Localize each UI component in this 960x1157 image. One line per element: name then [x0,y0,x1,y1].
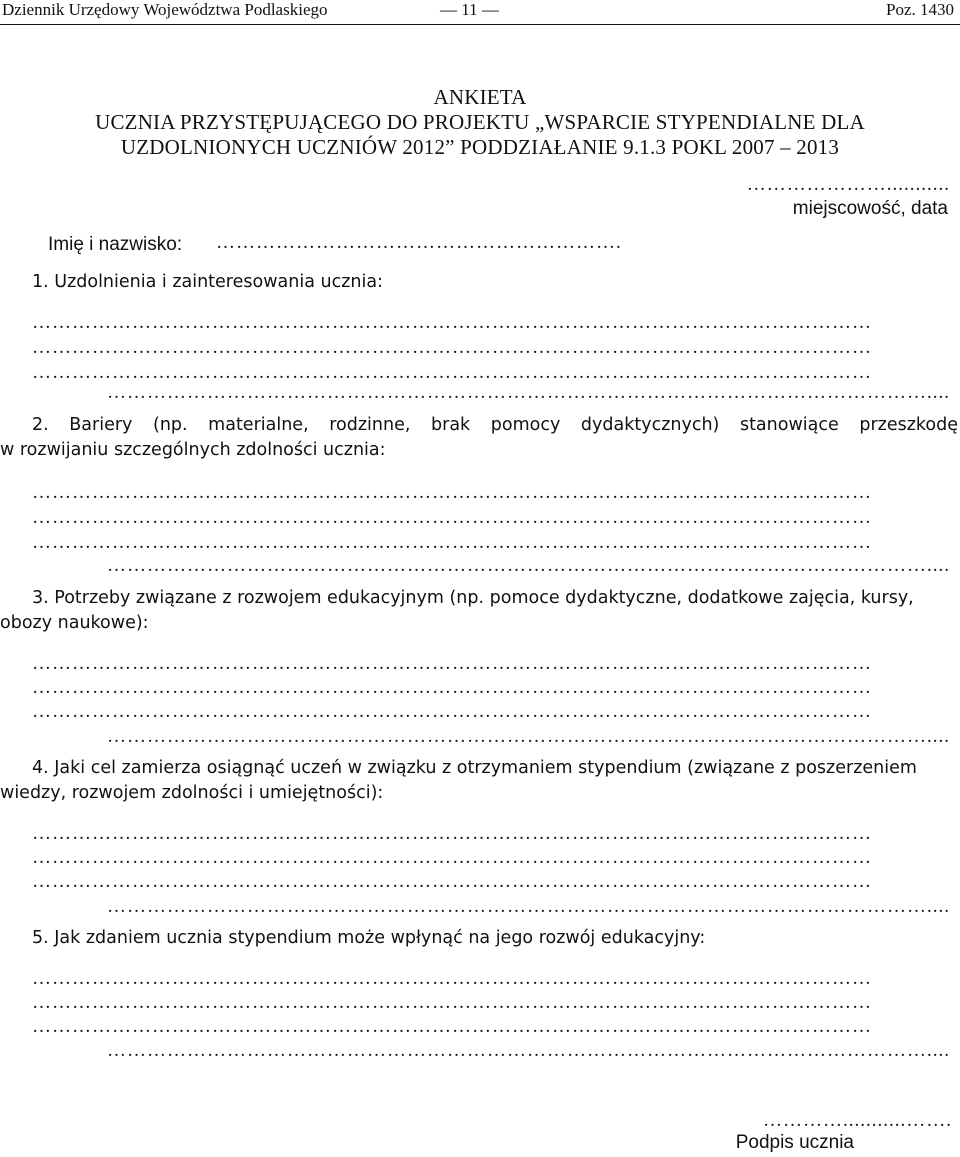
answer-4-line-4[interactable]: …………………………………………………………………………………………………………….... [107,896,950,917]
answer-4-line-1[interactable]: ……………………………………………………………………………………………………………… [32,823,872,844]
answer-4-line-2[interactable]: ……………………………………………………………………………………………………………… [32,847,872,868]
signature-field[interactable]: …………...........……. [763,1110,952,1131]
answer-1-line-2[interactable]: ……………………………………………………………………………………………………………… [32,337,872,358]
position-number: Poz. 1430 [886,0,954,19]
place-date-field[interactable]: …………………........... [746,174,950,195]
answer-1-line-1[interactable]: ……………………………………………………………………………………………………………… [32,312,872,333]
answer-1-line-4[interactable]: …………………………………………………………………………………………………………….... [107,382,950,403]
document-title: ANKIETA [433,85,527,109]
header-rule [0,24,960,25]
place-date-label: miejscowość, data [792,198,948,219]
page-header [0,0,960,22]
question-5: 5. Jak zdaniem ucznia stypendium może wpłynąć na jego rozwój edukacyjny: [32,928,706,948]
journal-title: Dziennik Urzędowy Województwa Podlaskiego [2,0,328,19]
signature-label: Podpis ucznia [735,1132,854,1153]
page-number: — 11 — [440,0,499,19]
answer-2-line-3[interactable]: ……………………………………………………………………………………………………………… [32,532,872,553]
answer-5-line-1[interactable]: ……………………………………………………………………………………………………………… [32,968,872,989]
answer-5-line-3[interactable]: ……………………………………………………………………………………………………………… [32,1016,872,1037]
question-4-line-2: wiedzy, rozwojem zdolności i umiejętności): [0,783,384,803]
answer-5-line-2[interactable]: ……………………………………………………………………………………………………………… [32,992,872,1013]
document-subtitle-line-2: UZDOLNIONYCH UCZNIÓW 2012” PODDZIAŁANIE 9.1.3 POKL 2007 – 2013 [120,135,840,159]
question-2-line-1: 2. Bariery (np. materialne, rodzinne, brak pomocy dydaktycznych) stanowiące przeszkodę [32,415,958,435]
answer-5-line-4[interactable]: …………………………………………………………………………………………………………….... [107,1040,950,1061]
answer-2-line-2[interactable]: ……………………………………………………………………………………………………………… [32,507,872,528]
name-field[interactable]: ……………………………………………………. [216,232,622,253]
question-1: 1. Uzdolnienia i zainteresowania ucznia: [32,272,383,292]
answer-3-line-1[interactable]: ……………………………………………………………………………………………………………… [32,653,872,674]
answer-1-line-3[interactable]: ……………………………………………………………………………………………………………… [32,362,872,383]
document-subtitle-line-1: UCZNIA PRZYSTĘPUJĄCEGO DO PROJEKTU „WSPARCIE STYPENDIALNE DLA [95,110,865,134]
answer-3-line-4[interactable]: …………………………………………………………………………………………………………….... [107,726,950,747]
question-3-line-2: obozy naukowe): [0,613,149,633]
answer-4-line-3[interactable]: ……………………………………………………………………………………………………………… [32,871,872,892]
answer-2-line-1[interactable]: ……………………………………………………………………………………………………………… [32,482,872,503]
question-3-line-1: 3. Potrzeby związane z rozwojem edukacyjnym (np. pomoce dydaktyczne, dodatkowe zajęcia, kursy, [32,588,914,608]
name-label: Imię i nazwisko: [48,234,183,255]
answer-2-line-4[interactable]: …………………………………………………………………………………………………………….... [107,555,950,576]
question-2-line-2: w rozwijaniu szczególnych zdolności ucznia: [0,440,386,460]
answer-3-line-3[interactable]: ……………………………………………………………………………………………………………… [32,701,872,722]
question-4-line-1: 4. Jaki cel zamierza osiągnąć uczeń w związku z otrzymaniem stypendium (związane z poszerzeniem [32,758,917,778]
answer-3-line-2[interactable]: ……………………………………………………………………………………………………………… [32,677,872,698]
